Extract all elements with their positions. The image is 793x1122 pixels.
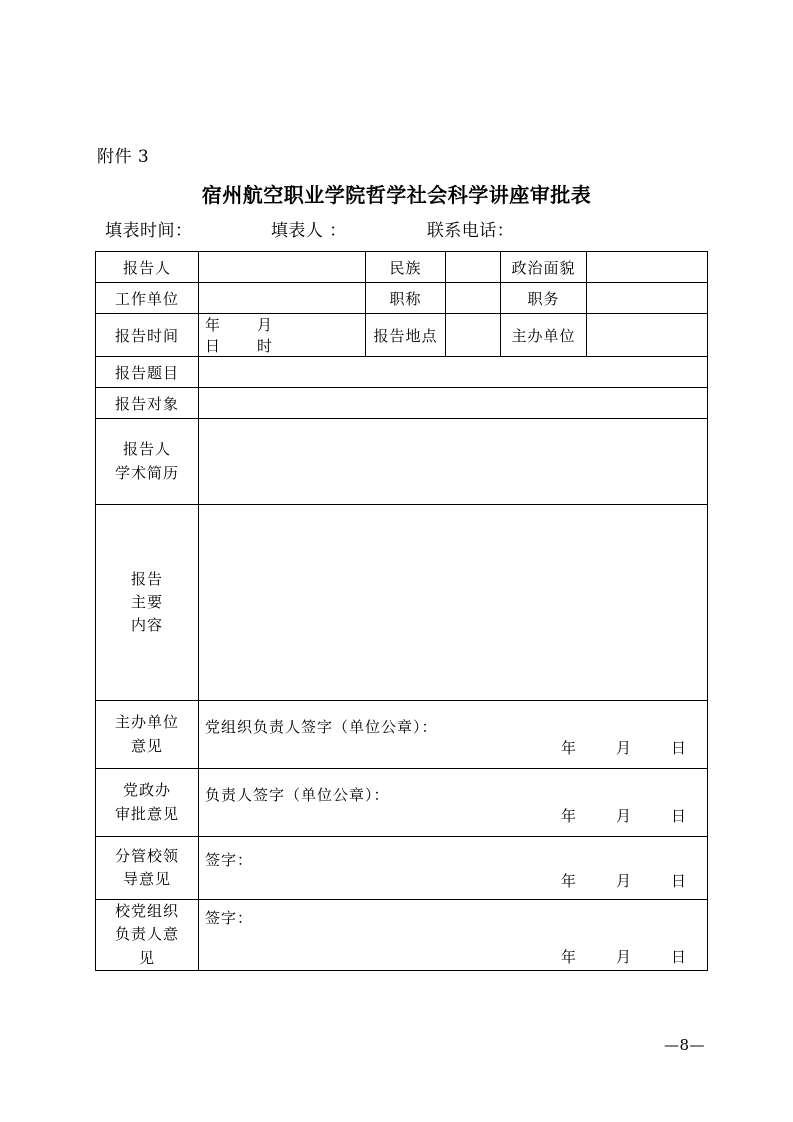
label-organizer: 主办单位 — [501, 314, 587, 357]
vice-principal-date-year: 年 — [561, 872, 578, 890]
page-title: 宿州航空职业学院哲学社会科学讲座审批表 — [201, 183, 592, 207]
organizer-date-month: 月 — [616, 738, 633, 757]
field-organizer-opinion[interactable] — [199, 701, 708, 769]
page-number: —8— — [663, 1036, 705, 1054]
label-report-content-line2: 主要 — [130, 592, 163, 611]
label-report-place: 报告地点 — [366, 314, 446, 357]
label-party-committee-opinion — [96, 900, 199, 971]
party-committee-signature-date[interactable] — [205, 928, 701, 967]
label-report-content — [96, 505, 199, 701]
field-title-rank[interactable] — [446, 283, 501, 314]
party-committee-date-day: 日 — [671, 947, 688, 966]
field-position[interactable] — [587, 283, 708, 314]
label-report-time: 报告时间 — [96, 314, 199, 357]
label-academic-resume-line1: 报告人 — [122, 440, 171, 459]
label-vice-principal-opinion — [96, 837, 199, 900]
field-work-unit[interactable] — [199, 283, 366, 314]
approval-form-table — [95, 251, 708, 971]
party-committee-signature-text: 签字： — [205, 908, 254, 927]
field-report-place[interactable] — [446, 314, 501, 357]
table-row — [96, 505, 708, 701]
party-office-date-day: 日 — [671, 806, 688, 825]
report-date-year: 年 — [205, 316, 222, 334]
label-organizer-opinion-line1: 主办单位 — [114, 713, 179, 732]
party-office-date-year: 年 — [561, 806, 578, 825]
field-vice-principal-opinion[interactable] — [199, 837, 708, 900]
table-row — [96, 388, 708, 419]
report-date-day: 日 — [205, 337, 222, 355]
label-party-committee-opinion-line1: 校党组织 — [114, 902, 179, 920]
report-date-month: 月 — [257, 316, 274, 334]
field-party-office-opinion[interactable] — [199, 769, 708, 837]
label-position: 职务 — [501, 283, 587, 314]
label-ethnicity: 民族 — [366, 252, 446, 283]
label-title-rank: 职称 — [366, 283, 446, 314]
field-report-content[interactable] — [199, 505, 708, 701]
label-academic-resume-line2: 学术简历 — [114, 463, 179, 482]
field-report-audience[interactable] — [199, 388, 708, 419]
field-political-status[interactable] — [587, 252, 708, 283]
phone-label: 联系电话： — [426, 221, 515, 241]
field-ethnicity[interactable] — [446, 252, 501, 283]
organizer-signature-text: 党组织负责人签字（单位公章）： — [205, 717, 438, 736]
party-committee-date-year: 年 — [561, 947, 578, 966]
label-report-content-line1: 报告 — [130, 569, 163, 588]
label-report-content-line3: 内容 — [130, 616, 163, 635]
attachment-label: 附件 3 — [97, 147, 150, 167]
label-vice-principal-opinion-line1: 分管校领 — [114, 846, 179, 865]
label-reporter: 报告人 — [96, 252, 199, 283]
organizer-signature-date[interactable] — [205, 737, 701, 758]
vice-principal-signature-text: 签字： — [205, 851, 254, 869]
party-office-date-month: 月 — [616, 806, 633, 825]
table-row — [96, 900, 708, 971]
table-row — [96, 419, 708, 505]
label-organizer-opinion-line2: 意见 — [130, 736, 163, 755]
organizer-date-day: 日 — [671, 738, 688, 757]
table-row — [96, 357, 708, 388]
table-row — [96, 769, 708, 837]
label-report-topic: 报告题目 — [96, 357, 199, 388]
party-office-signature-text: 负责人签字（单位公章）： — [205, 785, 390, 804]
label-party-office-opinion-line1: 党政办 — [122, 781, 171, 800]
table-row — [96, 837, 708, 900]
table-row — [96, 252, 708, 283]
party-office-signature-date[interactable] — [205, 805, 701, 826]
label-report-audience: 报告对象 — [96, 388, 199, 419]
party-committee-date-month: 月 — [616, 947, 633, 966]
label-political-status: 政治面貌 — [501, 252, 587, 283]
field-academic-resume[interactable] — [199, 419, 708, 505]
label-party-office-opinion-line2: 审批意见 — [114, 804, 179, 823]
label-party-committee-opinion-line3: 见 — [138, 948, 155, 967]
meta-row — [105, 216, 705, 241]
label-vice-principal-opinion-line2: 导意见 — [122, 870, 171, 888]
table-row — [96, 701, 708, 769]
table-row — [96, 283, 708, 314]
field-organizer[interactable] — [587, 314, 708, 357]
filler-label: 填表人 ： — [270, 221, 347, 241]
vice-principal-date-day: 日 — [671, 872, 688, 890]
label-organizer-opinion — [96, 701, 199, 769]
vice-principal-signature-date[interactable] — [205, 870, 701, 891]
table-row — [96, 314, 708, 357]
label-party-office-opinion — [96, 769, 199, 837]
report-date-hour: 时 — [257, 337, 274, 355]
field-party-committee-opinion[interactable] — [199, 900, 708, 971]
fill-time-label: 填表时间： — [105, 221, 193, 241]
vice-principal-date-month: 月 — [616, 872, 633, 890]
field-report-topic[interactable] — [199, 357, 708, 388]
field-report-date[interactable] — [199, 314, 366, 357]
field-reporter[interactable] — [199, 252, 366, 283]
label-party-committee-opinion-line2: 负责人意 — [114, 925, 179, 944]
label-academic-resume — [96, 419, 199, 505]
organizer-date-year: 年 — [561, 738, 578, 757]
label-work-unit: 工作单位 — [96, 283, 199, 314]
